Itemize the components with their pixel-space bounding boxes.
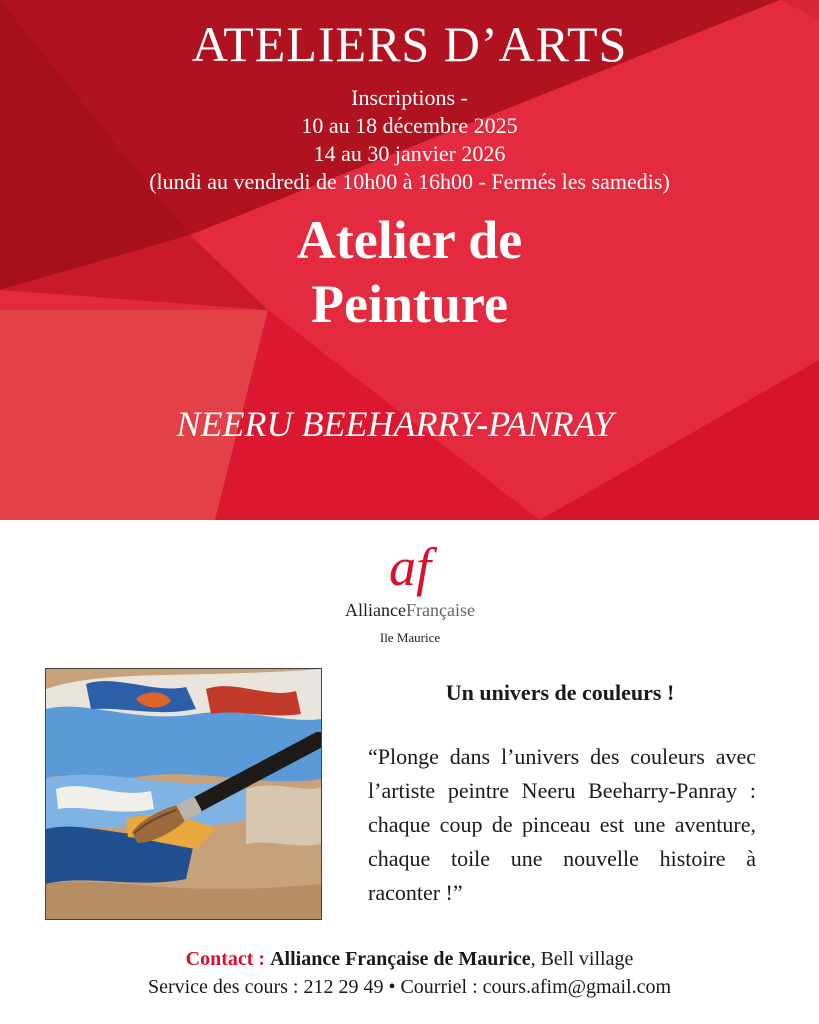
contact-organization: Alliance Française de Maurice	[270, 948, 531, 970]
artist-name: NEERU BEEHARRY-PANRAY	[176, 404, 614, 444]
registration-hours: (lundi au vendredi de 10h00 à 16h00 - Fermés les samedis)	[149, 169, 670, 194]
section-subheading: Un univers de couleurs !	[445, 680, 675, 705]
registration-date-1: 10 au 18 décembre 2025	[301, 113, 518, 138]
paint-palette-brush-icon	[46, 669, 321, 919]
logo-name-part1: Alliance	[345, 600, 406, 620]
workshop-title-line1: Atelier de	[296, 210, 523, 270]
registration-date-2: 14 au 30 janvier 2026	[313, 141, 506, 166]
af-mark: af	[388, 537, 431, 597]
registration-info	[0, 84, 819, 196]
workshop-title-line2: Peinture	[311, 274, 508, 334]
contact-line-1	[0, 945, 819, 973]
contact-info	[0, 945, 819, 1001]
contact-line-2: Service des cours : 212 29 49 • Courriel : cours.afim@gmail.com	[147, 976, 672, 998]
contact-location: , Bell village	[530, 948, 634, 970]
description-quote: “Plonge dans l’univers des couleurs avec l’artiste peintre Neeru Beeharry-Panray : chaque coup de pinceau est une aventure, chaque toile une nouvelle histoire à raconter !”	[368, 744, 756, 905]
alliance-francaise-logo	[300, 537, 520, 660]
logo-name-part2: Française	[406, 600, 475, 620]
paint-palette-photo	[45, 668, 322, 920]
page-title: ATELIERS D’ARTS	[191, 16, 628, 72]
logo-subtitle: Ile Maurice	[379, 630, 441, 645]
contact-label: Contact :	[185, 948, 266, 970]
logo-name	[300, 600, 520, 620]
workshop-title	[0, 208, 819, 336]
registration-label: Inscriptions -	[351, 85, 468, 110]
